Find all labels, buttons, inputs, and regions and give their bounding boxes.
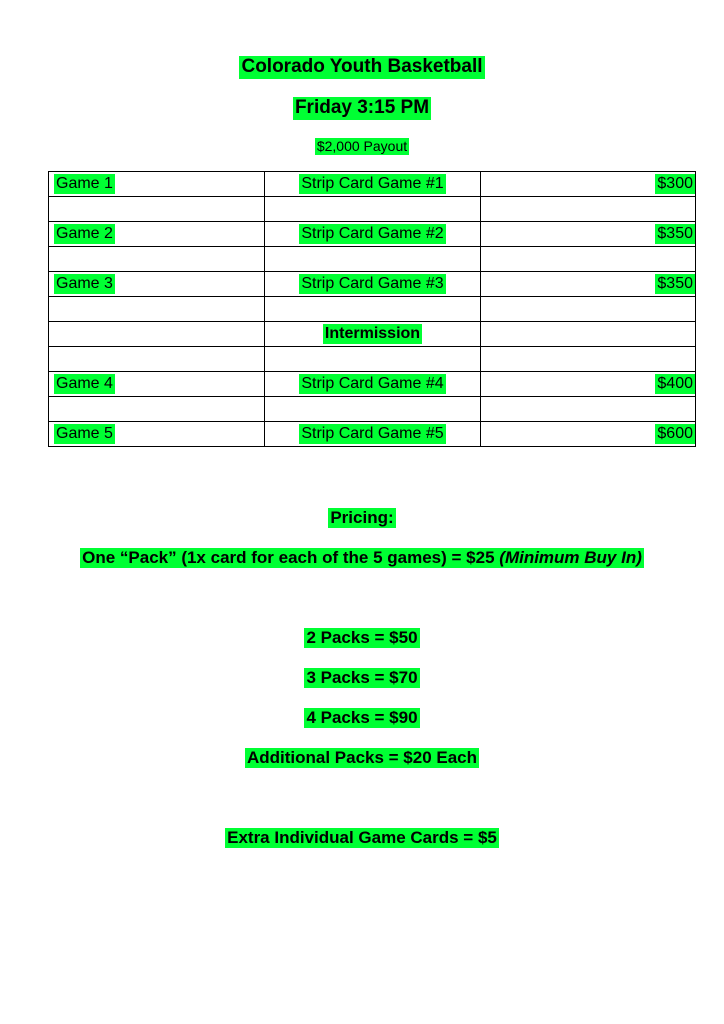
game-label: Game 1 (56, 175, 113, 193)
four-packs-price (0, 708, 724, 728)
game-label: Game 5 (56, 425, 113, 443)
game-label: Game 3 (56, 275, 113, 293)
game-cell (49, 172, 265, 197)
card-cell (265, 172, 481, 197)
table-row (49, 172, 696, 197)
four-packs-text: 4 Packs = $90 (306, 708, 418, 727)
prize-label: $400 (657, 375, 693, 393)
spacer-row (49, 297, 696, 322)
prize-label: $350 (657, 225, 693, 243)
intermission-cell (265, 322, 481, 347)
game-schedule-table (48, 171, 696, 447)
prize-label: $300 (657, 175, 693, 193)
table-row (49, 422, 696, 447)
event-time-text: Friday 3:15 PM (294, 97, 430, 118)
prize-cell (481, 172, 696, 197)
table-row (49, 272, 696, 297)
pricing-heading-text: Pricing: (330, 508, 394, 527)
game-label: Game 4 (56, 375, 113, 393)
table-row (49, 372, 696, 397)
spacer-row (49, 397, 696, 422)
payout-total (0, 138, 724, 155)
card-label: Strip Card Game #3 (301, 275, 444, 293)
prize-cell (481, 222, 696, 247)
pack-price-text: One “Pack” (1x card for each of the 5 games) = $25 (82, 548, 495, 567)
pricing-heading (0, 508, 724, 528)
payout-text: $2,000 Payout (316, 138, 408, 154)
card-cell (265, 422, 481, 447)
title-text: Colorado Youth Basketball (241, 56, 483, 77)
card-label: Strip Card Game #1 (301, 175, 444, 193)
extra-cards-text: Extra Individual Game Cards = $5 (227, 828, 497, 847)
table-row (49, 222, 696, 247)
game-cell (49, 372, 265, 397)
prize-cell (481, 422, 696, 447)
card-cell (265, 272, 481, 297)
two-packs-price (0, 628, 724, 648)
prize-label: $350 (657, 275, 693, 293)
additional-packs-price (0, 748, 724, 768)
spacer-row (49, 197, 696, 222)
minimum-buy-in-note: (Minimum Buy In) (499, 548, 642, 567)
game-cell (49, 222, 265, 247)
game-label: Game 2 (56, 225, 113, 243)
spacer-row (49, 347, 696, 372)
prize-label: $600 (657, 425, 693, 443)
intermission-row (49, 322, 696, 347)
page-title (0, 56, 724, 79)
card-cell (265, 372, 481, 397)
card-cell (265, 222, 481, 247)
pack-price-group (80, 548, 644, 568)
spacer-row (49, 247, 696, 272)
game-cell (49, 422, 265, 447)
card-label: Strip Card Game #4 (301, 375, 444, 393)
intermission-label: Intermission (324, 325, 421, 343)
three-packs-text: 3 Packs = $70 (306, 668, 418, 687)
card-label: Strip Card Game #2 (301, 225, 444, 243)
pack-price-line (0, 548, 724, 568)
game-cell (49, 272, 265, 297)
event-time (0, 97, 724, 120)
three-packs-price (0, 668, 724, 688)
extra-cards-price (0, 828, 724, 848)
prize-cell (481, 372, 696, 397)
two-packs-text: 2 Packs = $50 (306, 628, 418, 647)
prize-cell (481, 272, 696, 297)
additional-packs-text: Additional Packs = $20 Each (246, 748, 478, 767)
card-label: Strip Card Game #5 (301, 425, 444, 443)
